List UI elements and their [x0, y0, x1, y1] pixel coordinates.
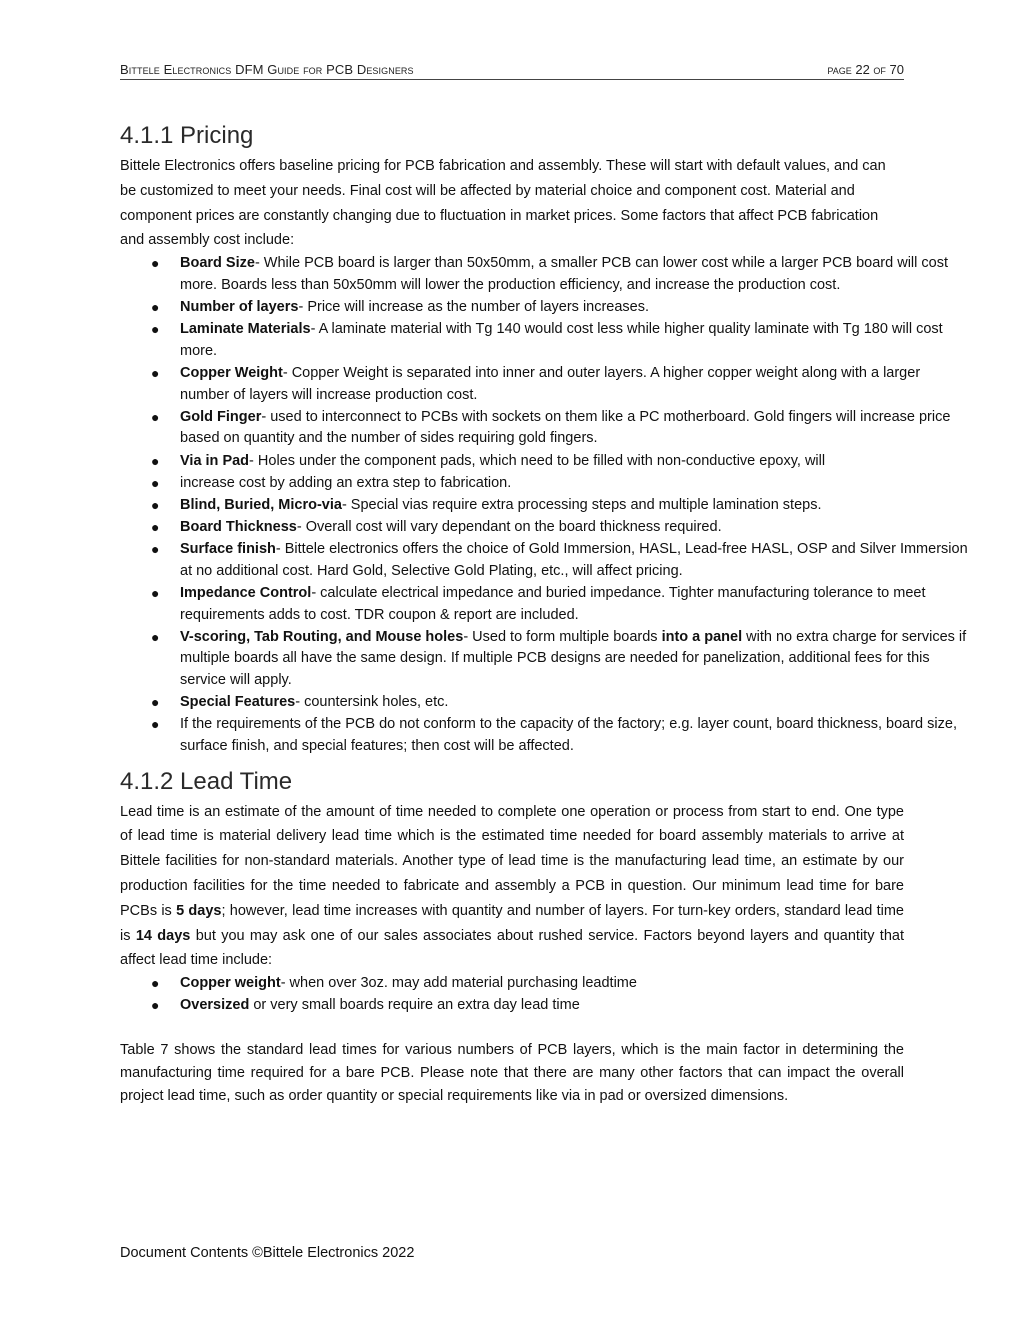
bullet-term: V-scoring, Tab Routing, and Mouse holes	[180, 628, 464, 645]
list-item	[120, 363, 970, 406]
pricing-intro: Bittele Electronics offers baseline pricing for PCB fabrication and assembly. These will start with default values, and can be customized to meet your needs. Final cost will be affected by material choice and component cost. Material and component prices are constantly changing due to fluctuation in market prices. Some factors that affect PCB fabrication and assembly cost include:	[120, 158, 886, 249]
bullet-text: - Holes under the component pads, which need to be filled with non-conductive epoxy, will	[249, 452, 826, 469]
pricing-heading: 4.1.1 Pricing	[120, 122, 254, 149]
bullet-icon: ●	[151, 298, 160, 315]
list-item	[120, 319, 970, 362]
bullet-text: - Copper Weight is separated into inner and outer layers. A higher copper weight along with a larger number of layers will increase production cost.	[180, 364, 921, 403]
bullet-icon: ●	[151, 255, 160, 272]
bullet-term: Impedance Control	[180, 585, 312, 602]
bullet-text: - Bittele electronics offers the choice of Gold Immersion, HASL, Lead-free HASL, OSP and Silver Immersion at no additional cost. Hard Gold, Selective Gold Plating, etc., will affect pricing.	[180, 541, 968, 579]
table-reference-paragraph: Table 7 shows the standard lead times for various numbers of PCB layers, which is the main factor in determining the manufacturing time required for a bare PCB. Please note that there are many other factors that can impact the overall project lead time, such as order quantity or special requirements like via in pad or oversized dimensions.	[120, 1041, 904, 1104]
list-item	[120, 714, 970, 757]
bullet-text: - Used to form multiple boards	[463, 628, 662, 645]
bullet-term: Oversized	[180, 997, 250, 1014]
bullet-term: Surface finish	[180, 541, 276, 558]
bullet-term: Board Size	[180, 255, 255, 272]
bullet-icon: ●	[151, 452, 160, 469]
document-title: Bittele Electronics DFM Guide for PCB Designers	[120, 62, 414, 77]
bullet-icon: ●	[151, 321, 160, 338]
page-header	[120, 60, 904, 80]
bullet-icon: ●	[151, 519, 160, 536]
bullet-icon: ●	[151, 364, 160, 381]
list-item	[120, 539, 970, 582]
list-item	[120, 517, 970, 539]
bullet-icon: ●	[151, 694, 160, 711]
list-item	[120, 995, 970, 1017]
list-item	[120, 297, 970, 319]
bullet-text: - While PCB board is larger than 50x50mm, a smaller PCB can lower cost while a larger PCB board will cost more. Boards less than 50x50mm will lower the production efficiency, and increase the production cost.	[180, 255, 948, 293]
bullet-icon: ●	[151, 628, 160, 645]
bullet-text-after: with no extra charge for services if multiple boards all have the same design. If multiple PCB designs are needed for panelization, additional fees for this service will apply.	[180, 628, 967, 688]
bullet-term: Number of layers	[180, 298, 299, 315]
bullet-term: Blind, Buried, Micro-via	[180, 496, 342, 513]
lead-time-text-1: Lead time is an estimate of the amount of time needed to complete one operation or process from start to end. One type of lead time is material delivery lead time which is the estimated time needed for board assembly materials to arrive at Bittele facilities for non-standard materials. Another type of lead time is the manufacturing lead time, an estimate by our production facilities for the time needed to fabricate and assembly a PCB in question. Our minimum lead time for bare PCBs is	[120, 803, 904, 919]
bullet-icon: ●	[151, 975, 160, 992]
min-lead-time-value: 5 days	[176, 902, 222, 919]
list-item	[120, 473, 970, 495]
bullet-text: - A laminate material with Tg 140 would cost less while higher quality laminate with Tg 180 will cost more.	[180, 321, 943, 359]
bullet-text: increase cost by adding an extra step to fabrication.	[180, 474, 512, 491]
bullet-term: Board Thickness	[180, 519, 297, 536]
turnkey-lead-time-value: 14 days	[135, 927, 191, 944]
pricing-factor-list	[120, 253, 970, 757]
bullet-term: Copper weight	[180, 975, 281, 992]
bullet-icon: ●	[151, 496, 160, 513]
bullet-icon: ●	[151, 997, 160, 1014]
lead-time-text-2: ; however, lead time increases with quantity and number of layers. For turn-key orders, standard lead time is	[120, 902, 904, 944]
lead-time-paragraph	[120, 800, 904, 974]
bullet-text: If the requirements of the PCB do not conform to the capacity of the factory; e.g. layer count, board thickness, board size, surface finish, and special features; then cost will be affected.	[180, 716, 957, 754]
list-item	[120, 495, 970, 517]
bullet-term: Via in Pad	[180, 452, 250, 469]
bullet-term: Special Features	[180, 694, 296, 711]
lead-time-text-3: but you may ask one of our sales associates about rushed service. Factors beyond layers and quantity that affect lead time include:	[120, 927, 904, 969]
bullet-icon: ●	[151, 716, 160, 733]
lead-time-factor-list	[120, 973, 970, 1017]
bullet-icon: ●	[151, 474, 160, 491]
list-item	[120, 627, 970, 692]
bullet-text: - when over 3oz. may add material purchasing leadtime	[280, 975, 637, 992]
list-item	[120, 973, 970, 995]
bullet-term: Copper Weight	[180, 364, 283, 381]
bullet-icon: ●	[151, 585, 160, 602]
bullet-text: or very small boards require an extra day lead time	[249, 997, 580, 1014]
list-item	[120, 253, 970, 296]
bullet-text: - Overall cost will vary dependant on the board thickness required.	[296, 519, 722, 536]
bullet-icon: ●	[151, 541, 160, 558]
list-item	[120, 692, 970, 714]
bullet-text: - used to interconnect to PCBs with sockets on them like a PC motherboard. Gold fingers will increase price based on quantity and the number of sides requiring gold fingers.	[180, 408, 951, 447]
page-number: page 22 of 70	[827, 62, 904, 77]
bullet-term: Gold Finger	[180, 408, 262, 425]
bullet-icon: ●	[151, 408, 160, 425]
bullet-term: Laminate Materials	[180, 321, 311, 338]
list-item	[120, 583, 970, 626]
list-item	[120, 451, 970, 473]
bullet-text: - calculate electrical impedance and buried impedance. Tighter manufacturing tolerance to meet requirements adds to cost. TDR coupon & report are included.	[180, 585, 926, 623]
page-content	[120, 118, 968, 1122]
lead-time-heading: 4.1.2 Lead Time	[120, 767, 293, 795]
bullet-text: - countersink holes, etc.	[295, 694, 449, 711]
list-item	[120, 407, 970, 450]
bullet-emphasis: into a panel	[661, 628, 743, 645]
bullet-text: - Special vias require extra processing steps and multiple lamination steps.	[341, 496, 822, 513]
page-footer: Document Contents ©Bittele Electronics 2022	[120, 1245, 415, 1261]
bullet-text: - Price will increase as the number of layers increases.	[298, 298, 650, 315]
